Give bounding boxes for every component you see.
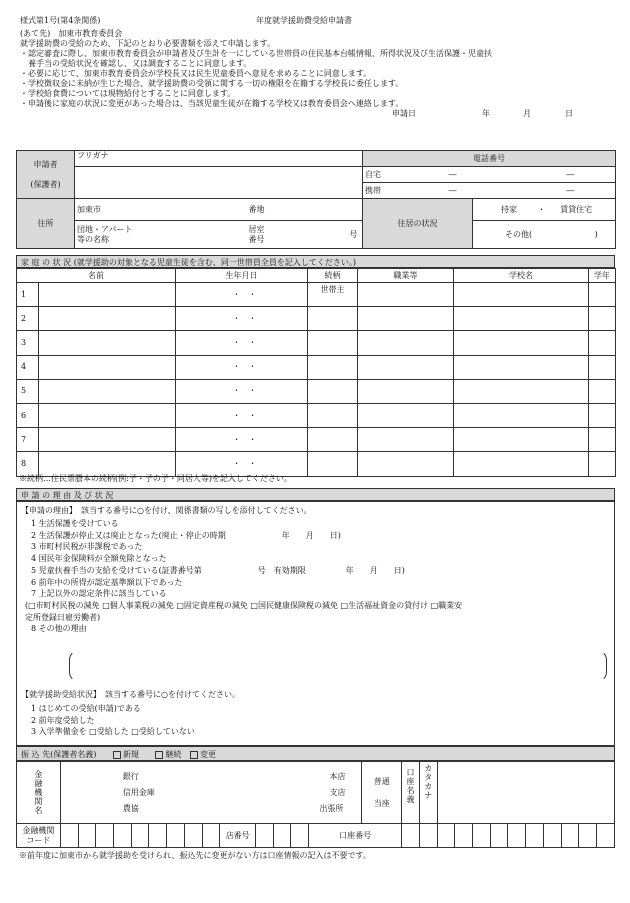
col-name: 名前: [17, 269, 176, 283]
account-no-cell[interactable]: [419, 824, 437, 848]
form-number: 様式第1号(第4条関係): [20, 16, 101, 25]
holder-label: 口 座 名 義: [402, 762, 420, 824]
grade-field[interactable]: [589, 355, 616, 379]
code-cell[interactable]: [167, 824, 185, 848]
note-line: 養手当の受給状況を確認し、又は調査することに同意します。: [20, 59, 252, 68]
dob-day-field[interactable]: [284, 331, 308, 355]
institution-name-field[interactable]: 銀行 信用金庫 農協: [60, 762, 255, 824]
code-cell[interactable]: [202, 824, 220, 848]
branch-no-cell[interactable]: [273, 824, 291, 848]
reason-item[interactable]: 6 前年中の所得が認定基準額以下であった: [31, 577, 183, 587]
family-table: [16, 268, 616, 477]
family-row: [17, 283, 616, 307]
code-label: 金融機関 コード: [17, 824, 61, 848]
date-month: 月: [523, 109, 531, 118]
applicant-label: 申請者 (保護者): [17, 151, 75, 199]
dob-field[interactable]: ・ ・: [206, 428, 284, 452]
col-grade: 学年: [589, 269, 616, 283]
grade-field[interactable]: [589, 452, 616, 476]
reason-item[interactable]: 4 国民年金保険料が全額免除となった: [31, 554, 167, 564]
housing-options-owned[interactable]: [473, 199, 616, 221]
note-line: ・認定審査に際し、加東市教育委員会が申請者及び生計を一にしている世帯員の住民基本台帳情報、所得状況及び生活保護・児童扶: [20, 49, 492, 58]
date-year: 年: [482, 109, 490, 118]
family-row: [17, 452, 616, 476]
row-number: 2: [17, 307, 39, 331]
code-cell[interactable]: [149, 824, 167, 848]
dob-day-field[interactable]: [284, 307, 308, 331]
dob-field[interactable]: ・ ・: [206, 331, 284, 355]
reason-item[interactable]: 8 その他の理由: [31, 624, 87, 634]
reason-item[interactable]: 1 生活保護を受けている: [31, 519, 119, 528]
dob-field[interactable]: ・ ・: [206, 355, 284, 379]
school-field[interactable]: [454, 355, 589, 379]
member-name-field[interactable]: [39, 403, 176, 427]
row-number: 5: [17, 379, 39, 403]
dob-era-field[interactable]: [176, 403, 206, 427]
reason-item[interactable]: 2 生活保護が停止又は廃止となった(廃止・停止の時期 年 月 日): [31, 530, 341, 540]
relation-field[interactable]: 世帯主: [308, 283, 358, 307]
relation-note: ※続柄…住民票謄本の続柄(例:子・子の子・同居人等)を記入してください。: [19, 474, 292, 483]
branch-no-cell[interactable]: [255, 824, 273, 848]
intro-text: 就学援助費の受給のため、下記のとおり必要書類を添えて申請します。: [20, 39, 276, 48]
grade-field[interactable]: [589, 331, 616, 355]
relation-field[interactable]: [308, 331, 358, 355]
reason-list: [25, 518, 463, 635]
addressee: (あて先) 加東市教育委員会: [20, 29, 123, 38]
account-no-cell[interactable]: [526, 824, 544, 848]
row-number: 1: [17, 283, 39, 307]
note-line: ・学校徴収金に未納が生じた場合、就学援助費の受領に関する一切の権限を在籍する学校長に委任します。: [20, 79, 404, 88]
form-title: 年度就学援助費受給申請書: [256, 16, 352, 25]
reason-item[interactable]: 5 児童扶養手当の支給を受けている(証書番号第 号 有効期限 年 月 日): [31, 565, 405, 575]
phone-label: 電話番号: [363, 151, 616, 167]
room-go[interactable]: 号: [345, 221, 363, 249]
home-dash[interactable]: ―: [526, 167, 616, 183]
applicant-table: [16, 150, 616, 249]
family-row: [17, 307, 616, 331]
code-cell[interactable]: [78, 824, 96, 848]
account-no-cell[interactable]: [402, 824, 420, 848]
apartment-name-field[interactable]: 団地・アパート 等の名称: [75, 221, 247, 249]
relation-field[interactable]: [308, 379, 358, 403]
reason-box: [16, 501, 615, 746]
reason-item[interactable]: 3 市町村民税が非課税であった: [31, 542, 143, 552]
account-no-cell[interactable]: [490, 824, 508, 848]
owned-option: 持家: [501, 204, 517, 214]
dob-era-field[interactable]: [176, 307, 206, 331]
home-label: 自宅: [363, 167, 433, 183]
address-city[interactable]: 加東市: [75, 199, 247, 221]
option-sep: ・: [537, 204, 546, 214]
dob-era-field[interactable]: [176, 283, 206, 307]
occupation-field[interactable]: [358, 428, 454, 452]
account-no-cell[interactable]: [561, 824, 579, 848]
dob-era-field[interactable]: [176, 428, 206, 452]
home-dash[interactable]: ―: [433, 167, 473, 183]
mobile-dash[interactable]: ―: [433, 183, 473, 199]
member-name-field[interactable]: [39, 355, 176, 379]
family-section-title: 家 庭 の 状 況 (就学援助の対象となる児童生徒を含む、同一世帯員全員を記入してください。): [16, 255, 615, 268]
name-field[interactable]: [75, 167, 363, 199]
member-name-field[interactable]: [39, 452, 176, 476]
dob-era-field[interactable]: [176, 379, 206, 403]
occupation-field[interactable]: [358, 355, 454, 379]
code-cell[interactable]: [131, 824, 149, 848]
col-occupation: 職業等: [358, 269, 454, 283]
family-row: [17, 428, 616, 452]
school-field[interactable]: [454, 331, 589, 355]
change-checkbox[interactable]: [190, 751, 198, 759]
status-item[interactable]: 3 入学準備金を □受給した □受給していない: [31, 727, 195, 737]
account-no-cell[interactable]: [543, 824, 561, 848]
dob-era-field[interactable]: [176, 331, 206, 355]
account-no-label: 口座番号: [309, 824, 402, 848]
account-type[interactable]: 普通 当座: [362, 762, 402, 824]
dob-field[interactable]: ・ ・: [206, 403, 284, 427]
relation-field[interactable]: [308, 307, 358, 331]
reason-subitem: 定所登録日雇労働者): [25, 612, 101, 622]
bank-note: ※前年度に加東市から就学援助を受けられ、振込先に変更がない方は口座情報の記入は不要です。: [19, 851, 371, 860]
code-cell[interactable]: [60, 824, 78, 848]
row-number: 3: [17, 331, 39, 355]
status-item[interactable]: 1 はじめての受給(申請)である: [31, 704, 141, 713]
housing-label: 住居の状況: [363, 199, 473, 249]
dob-field[interactable]: ・ ・: [206, 307, 284, 331]
account-no-cell[interactable]: [473, 824, 491, 848]
other-reason-field[interactable]: [69, 650, 607, 682]
grade-field[interactable]: [589, 428, 616, 452]
school-field[interactable]: [454, 452, 589, 476]
dob-day-field[interactable]: [284, 428, 308, 452]
member-name-field[interactable]: [39, 379, 176, 403]
dob-day-field[interactable]: [284, 403, 308, 427]
note-line: ・必要に応じて、加東市教育委員会が学校長又は民生児童委員へ意見を求めることに同意します。: [20, 69, 372, 78]
branch-no-label: 店番号: [220, 824, 256, 848]
institution-label: 金 融 機 関 名: [17, 762, 61, 824]
dob-field[interactable]: ・ ・: [206, 452, 284, 476]
grade-field[interactable]: [589, 379, 616, 403]
furigana-field[interactable]: フリガナ: [75, 151, 363, 167]
occupation-field[interactable]: [358, 331, 454, 355]
row-number: 6: [17, 403, 39, 427]
occupation-field[interactable]: [358, 403, 454, 427]
family-row: [17, 331, 616, 355]
member-name-field[interactable]: [39, 331, 176, 355]
relation-field[interactable]: [308, 355, 358, 379]
relation-field[interactable]: [308, 428, 358, 452]
account-no-cell[interactable]: [579, 824, 597, 848]
occupation-field[interactable]: [358, 307, 454, 331]
dob-era-field[interactable]: [176, 452, 206, 476]
occupation-field[interactable]: [358, 452, 454, 476]
status-list: [31, 703, 195, 738]
holder-name-field[interactable]: [437, 762, 614, 824]
occupation-field[interactable]: [358, 379, 454, 403]
family-row: [17, 403, 616, 427]
grade-field[interactable]: [589, 307, 616, 331]
date-day: 日: [565, 109, 573, 118]
account-no-cell[interactable]: [597, 824, 615, 848]
dob-day-field[interactable]: [284, 379, 308, 403]
housing-other[interactable]: その他( ): [473, 221, 616, 249]
row-number: 4: [17, 355, 39, 379]
school-field[interactable]: [454, 283, 589, 307]
dob-era-field[interactable]: [176, 355, 206, 379]
account-no-cell[interactable]: [437, 824, 455, 848]
code-cell[interactable]: [114, 824, 132, 848]
dob-day-field[interactable]: [284, 283, 308, 307]
rented-option: 賃貸住宅: [560, 204, 593, 214]
family-row: [17, 355, 616, 379]
reason-section-title: 申 請 の 理 由 及 び 状 況: [16, 488, 615, 501]
status-item[interactable]: 2 前年度受給した: [31, 715, 95, 725]
mobile-dash[interactable]: ―: [526, 183, 616, 199]
family-row: [17, 379, 616, 403]
form-header: [20, 16, 610, 120]
dob-day-field[interactable]: [284, 452, 308, 476]
new-checkbox[interactable]: [113, 751, 121, 759]
row-number: 7: [17, 428, 39, 452]
note-line: ・学校給食費については現物給付とすることに同意します。: [20, 89, 236, 98]
relation-field[interactable]: [308, 452, 358, 476]
katakana-label: カ タ カ ナ: [419, 762, 437, 824]
relation-field[interactable]: [308, 403, 358, 427]
reason-heading: 【申請の理由】 該当する番号に○を付け、関係書類の写しを添付してください。: [21, 506, 312, 515]
school-field[interactable]: [454, 403, 589, 427]
school-field[interactable]: [454, 379, 589, 403]
school-field[interactable]: [454, 307, 589, 331]
code-cell[interactable]: [184, 824, 202, 848]
dob-field[interactable]: ・ ・: [206, 379, 284, 403]
status-heading: 【就学援助受給状況】 該当する番号に○を付けてください。: [21, 690, 240, 699]
occupation-field[interactable]: [358, 283, 454, 307]
address-banchi[interactable]: 番地: [247, 199, 363, 221]
continue-checkbox[interactable]: [155, 751, 163, 759]
application-date[interactable]: [20, 109, 610, 120]
code-cell[interactable]: [96, 824, 114, 848]
member-name-field[interactable]: [39, 283, 176, 307]
account-no-cell[interactable]: [455, 824, 473, 848]
grade-field[interactable]: [589, 283, 616, 307]
bank-table: [16, 761, 615, 848]
dob-day-field[interactable]: [284, 355, 308, 379]
member-name-field[interactable]: [39, 307, 176, 331]
row-number: 8: [17, 452, 39, 476]
member-name-field[interactable]: [39, 428, 176, 452]
address-label: 住所: [17, 199, 75, 249]
note-line: ・申請後に家庭の状況に変更があった場合は、当該児童生徒が在籍する学校又は教育委員会へ連絡します。: [20, 99, 404, 108]
dob-field[interactable]: ・ ・: [206, 283, 284, 307]
mobile-label: 携帯: [363, 183, 433, 199]
school-field[interactable]: [454, 428, 589, 452]
branch-field[interactable]: 本店 支店 出張所: [255, 762, 361, 824]
reason-item[interactable]: 7 上記以外の認定条件に該当している: [31, 589, 167, 599]
room-label: 居室 番号: [247, 221, 345, 249]
date-label: 申請日: [392, 109, 416, 118]
account-no-cell[interactable]: [508, 824, 526, 848]
branch-no-cell[interactable]: [291, 824, 309, 848]
reason-subitem[interactable]: (□市町村民税の減免 □個人事業税の減免 □固定資産税の減免 □国民健康保険税の減免 □生活福祉資金の貸付け □職業安: [25, 600, 463, 610]
bank-section-title: 振 込 先(保護者名義) 新規 継続 変更: [16, 746, 615, 761]
col-relation: 続柄: [308, 269, 358, 283]
col-dob: 生年月日: [176, 269, 308, 283]
col-school: 学校名: [454, 269, 589, 283]
grade-field[interactable]: [589, 403, 616, 427]
